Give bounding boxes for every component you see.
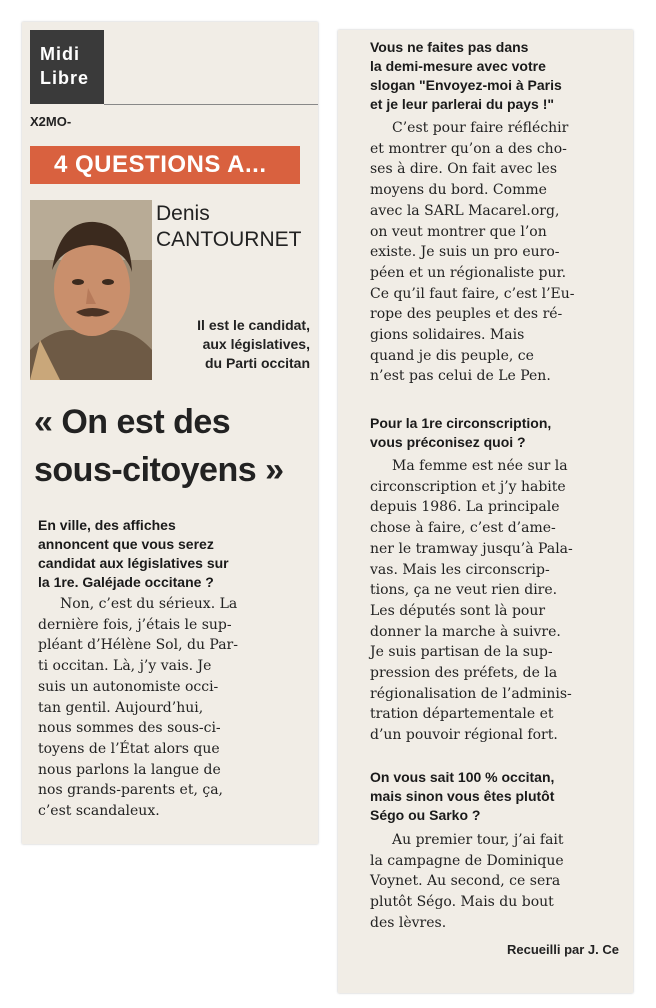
question-line: Vous ne faites pas dans xyxy=(370,39,529,55)
answer-line: n’est pas celui de Le Pen. xyxy=(370,368,551,385)
headline xyxy=(34,398,283,494)
answer-line: Non, c’est du sérieux. La xyxy=(60,596,238,612)
answer-line: vas. Mais les circonscrip- xyxy=(370,561,550,578)
answer-line: des lèvres. xyxy=(370,914,447,931)
question-line: mais sinon vous êtes plutôt xyxy=(370,788,555,804)
question-line: En ville, des affiches xyxy=(38,517,176,533)
answer-line: la campagne de Dominique xyxy=(370,852,564,869)
answer-line: tions, ça ne veut rien dire. xyxy=(370,582,558,599)
answer-line: pléant d’Hélène Sol, du Par- xyxy=(38,637,238,654)
answer-line: nous sommes des sous-ci- xyxy=(38,720,221,737)
question-line: la demi-mesure avec votre xyxy=(370,58,546,74)
answer-line: on veut montrer que l’on xyxy=(370,223,547,240)
question-3 xyxy=(370,414,551,452)
question-line: Pour la 1re circonscription, xyxy=(370,415,552,431)
answer-line: et montrer qu’on a des cho- xyxy=(370,140,567,157)
person-last-name: CANTOURNET xyxy=(156,228,302,251)
answer-line: tration départementale et xyxy=(370,706,554,723)
answer-line: moyens du bord. Comme xyxy=(370,182,547,199)
answer-line: c’est scandaleux. xyxy=(38,803,160,820)
portrait-photo xyxy=(30,200,152,380)
answer-line: donner la marche à suivre. xyxy=(370,623,561,640)
answer-line: toyens de l’État alors que xyxy=(38,740,220,757)
answer-line: Les députés sont là pour xyxy=(370,602,546,619)
logo-line-1: Midi xyxy=(40,44,80,64)
answer-line: régionalisation de l’adminis- xyxy=(370,685,572,702)
answer-line: Au premier tour, j’ai fait xyxy=(392,832,564,848)
question-1 xyxy=(38,516,229,592)
question-line: annoncent que vous serez xyxy=(38,536,214,552)
caption-line: aux législatives, xyxy=(202,336,310,352)
question-line: slogan "Envoyez-moi à Paris xyxy=(370,77,562,93)
answer-line: chose à faire, c’est d’ame- xyxy=(370,520,556,537)
answer-line: avec la SARL Macarel.org, xyxy=(370,202,560,219)
answer-line: Ce qu’il faut faire, c’est l’Eu- xyxy=(370,285,575,302)
caption-line: du Parti occitan xyxy=(204,355,310,371)
headline-line: « On est des xyxy=(34,403,231,441)
answer-4 xyxy=(370,830,564,934)
answer-line: rope des peuples et des ré- xyxy=(370,306,563,323)
answer-line: péen et un régionaliste pur. xyxy=(370,264,567,281)
headline-line: sous-citoyens » xyxy=(34,451,284,489)
answer-line: quand je dis peuple, ce xyxy=(370,347,534,364)
answer-line: tan gentil. Aujourd’hui, xyxy=(38,699,204,716)
answer-1 xyxy=(38,594,238,822)
right-clipping xyxy=(338,30,633,993)
caption-line: Il est le candidat, xyxy=(197,317,310,333)
answer-line: plutôt Ségo. Mais du bout xyxy=(370,894,554,911)
header-rule xyxy=(104,104,318,105)
answer-line: pression des préfets, de la xyxy=(370,665,558,682)
question-line: la 1re. Galéjade occitane ? xyxy=(38,574,214,590)
answer-line: existe. Je suis un pro euro- xyxy=(370,244,560,261)
question-line: candidat aux législatives sur xyxy=(38,555,229,571)
question-line: Ségo ou Sarko ? xyxy=(370,807,481,823)
answer-line: C’est pour faire réfléchir xyxy=(392,120,569,136)
answer-line: Voynet. Au second, ce sera xyxy=(370,873,561,890)
answer-line: nous parlons la langue de xyxy=(38,761,221,778)
logo-line-2: Libre xyxy=(40,68,90,88)
answer-line: depuis 1986. La principale xyxy=(370,499,560,516)
question-line: On vous sait 100 % occitan, xyxy=(370,769,555,785)
answer-2 xyxy=(370,118,575,387)
answer-line: ner le tramway jusqu’à Pala- xyxy=(370,540,573,557)
answer-line: Je suis partisan de la sup- xyxy=(370,644,553,661)
portrait-icon xyxy=(30,200,152,380)
answer-line: Ma femme est née sur la xyxy=(392,458,568,474)
section-tag: X2MO- xyxy=(30,114,72,129)
answer-line: gions solidaires. Mais xyxy=(370,327,525,344)
question-line: et je leur parlerai du pays !" xyxy=(370,96,555,112)
answer-line: ti occitan. Là, j’y vais. Je xyxy=(38,658,212,675)
person-caption xyxy=(152,316,310,373)
person-first-name: Denis xyxy=(156,202,210,225)
question-line: vous préconisez quoi ? xyxy=(370,434,526,450)
answer-line: nos grands-parents et, ça, xyxy=(38,782,223,799)
midi-libre-logo xyxy=(30,30,104,104)
left-clipping xyxy=(22,22,318,844)
answer-3 xyxy=(370,456,573,746)
question-4 xyxy=(370,768,554,825)
answer-line: ses à dire. On fait avec les xyxy=(370,161,558,178)
questions-banner: 4 QUESTIONS A... xyxy=(30,146,300,184)
answer-line: d’un pouvoir régional fort. xyxy=(370,727,558,744)
answer-line: suis un autonomiste occi- xyxy=(38,678,219,695)
answer-line: circonscription et j’y habite xyxy=(370,478,566,495)
answer-line: dernière fois, j’étais le sup- xyxy=(38,616,232,633)
question-2 xyxy=(370,38,562,114)
credit: Recueilli par J. Ce xyxy=(507,942,619,957)
